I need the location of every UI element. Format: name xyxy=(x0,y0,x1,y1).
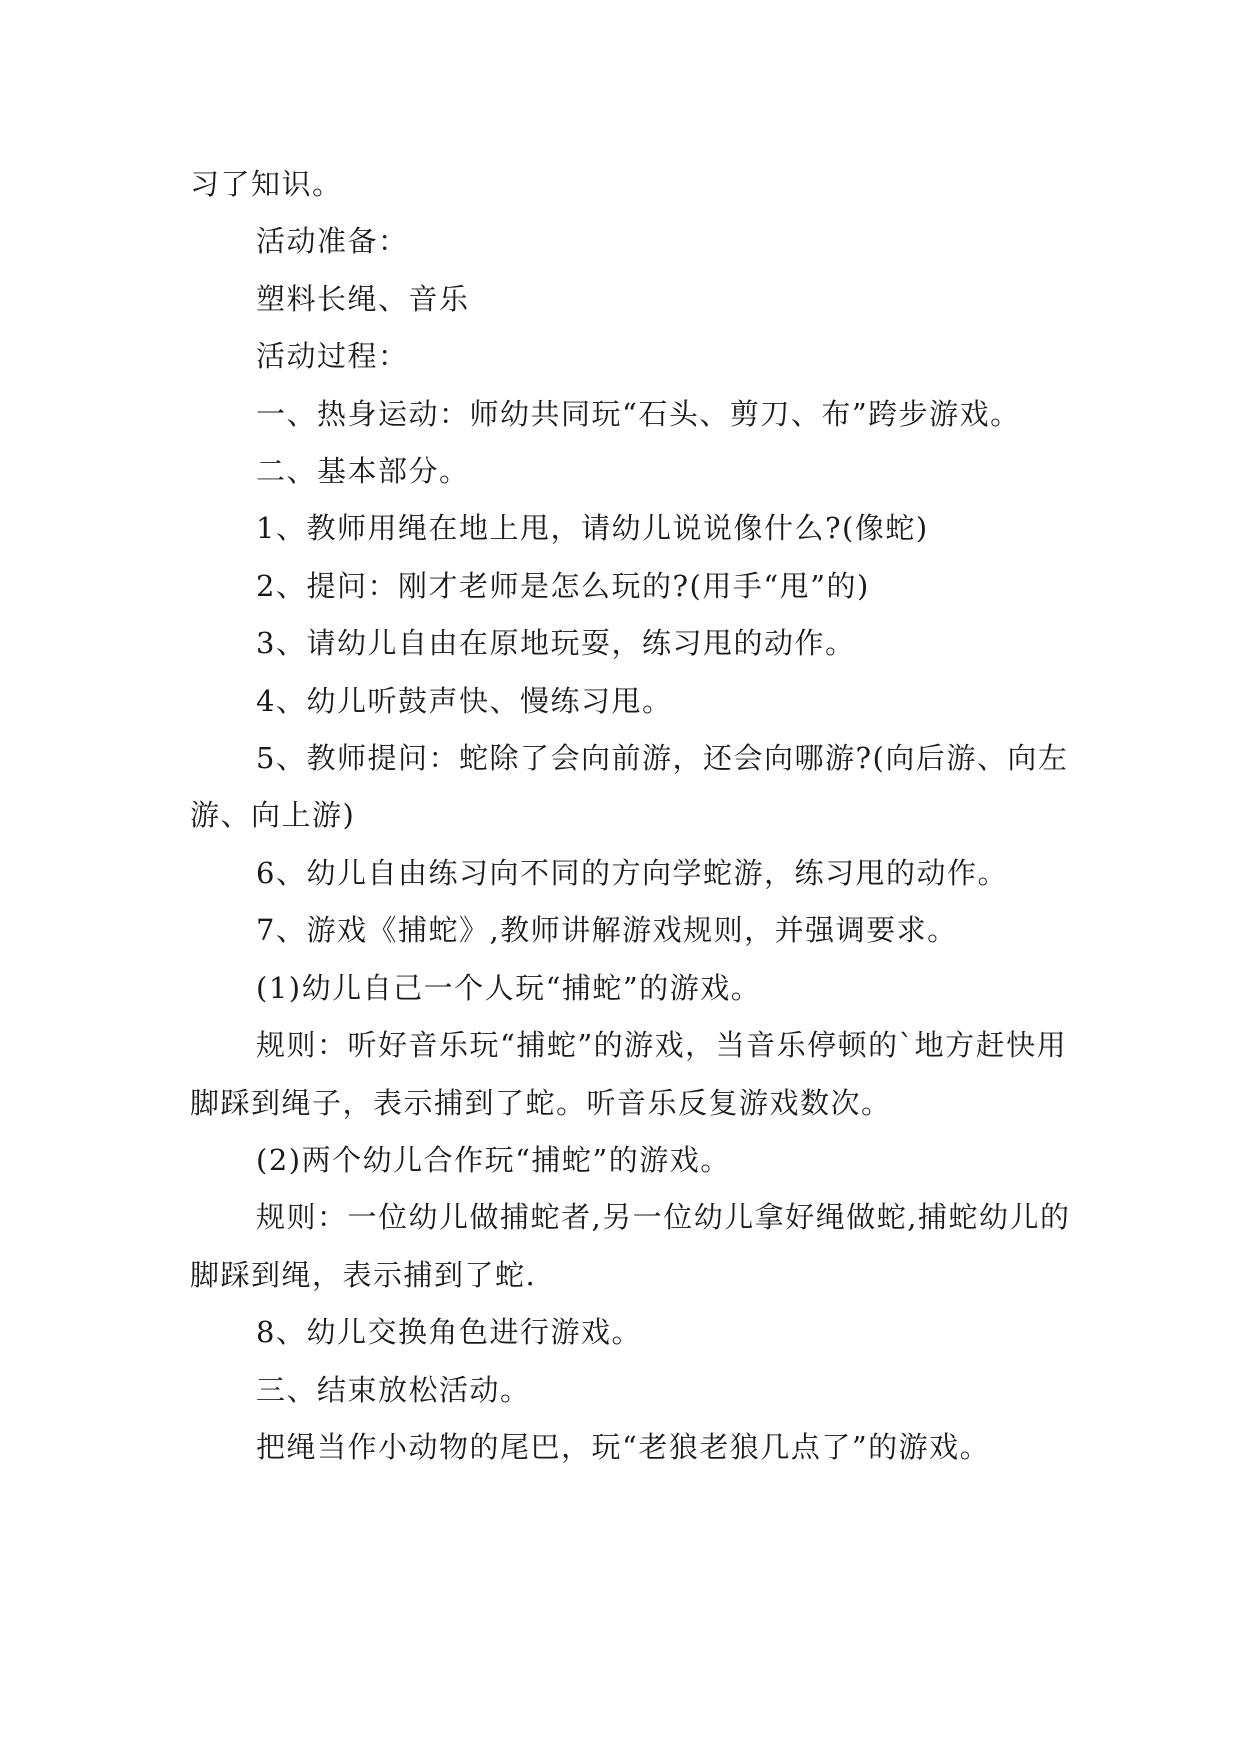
paragraph: 习了知识。 xyxy=(190,167,343,201)
paragraph: (1)幼儿自己一个人玩“捕蛇”的游戏。 xyxy=(256,970,762,1005)
paragraph: 活动准备： xyxy=(256,224,409,259)
paragraph: 塑料长绳、音乐 xyxy=(256,281,470,316)
paragraph: 4、幼儿听鼓声快、慢练习甩。 xyxy=(256,683,673,718)
paragraph: 活动过程： xyxy=(256,339,409,374)
paragraph: 一、热身运动：师幼共同玩“石头、剪刀、布”跨步游戏。 xyxy=(256,396,1021,431)
paragraph: 三、结束放松活动。 xyxy=(256,1372,531,1407)
paragraph: 6、幼儿自由练习向不同的方向学蛇游，练习甩的动作。 xyxy=(256,855,1008,890)
paragraph: 二、基本部分。 xyxy=(256,454,470,489)
paragraph: 3、请幼儿自由在原地玩耍，练习甩的动作。 xyxy=(256,626,856,661)
document-body xyxy=(190,156,1082,1476)
paragraph: 8、幼儿交换角色进行游戏。 xyxy=(256,1315,642,1350)
paragraph: 把绳当作小动物的尾巴，玩“老狼老狼几点了”的游戏。 xyxy=(256,1429,991,1464)
paragraph: 5、教师提问：蛇除了会向前游，还会向哪游?(向后游、向左游、向上游) xyxy=(190,741,1069,833)
paragraph: 规则：听好音乐玩“捕蛇”的游戏，当音乐停顿的`地方赶快用脚踩到绳子，表示捕到了蛇。听音乐反复游戏数次。 xyxy=(190,1028,1068,1120)
paragraph: 7、游戏《捕蛇》,教师讲解游戏规则，并强调要求。 xyxy=(256,913,958,948)
paragraph: 2、提问：刚才老师是怎么玩的?(用手“甩”的) xyxy=(256,568,870,603)
paragraph: (2)两个幼儿合作玩“捕蛇”的游戏。 xyxy=(256,1142,731,1177)
paragraph: 规则：一位幼儿做捕蛇者,另一位幼儿拿好绳做蛇,捕蛇幼儿的脚踩到绳，表示捕到了蛇. xyxy=(190,1200,1071,1292)
paragraph: 1、教师用绳在地上甩，请幼儿说说像什么?(像蛇) xyxy=(256,511,929,546)
